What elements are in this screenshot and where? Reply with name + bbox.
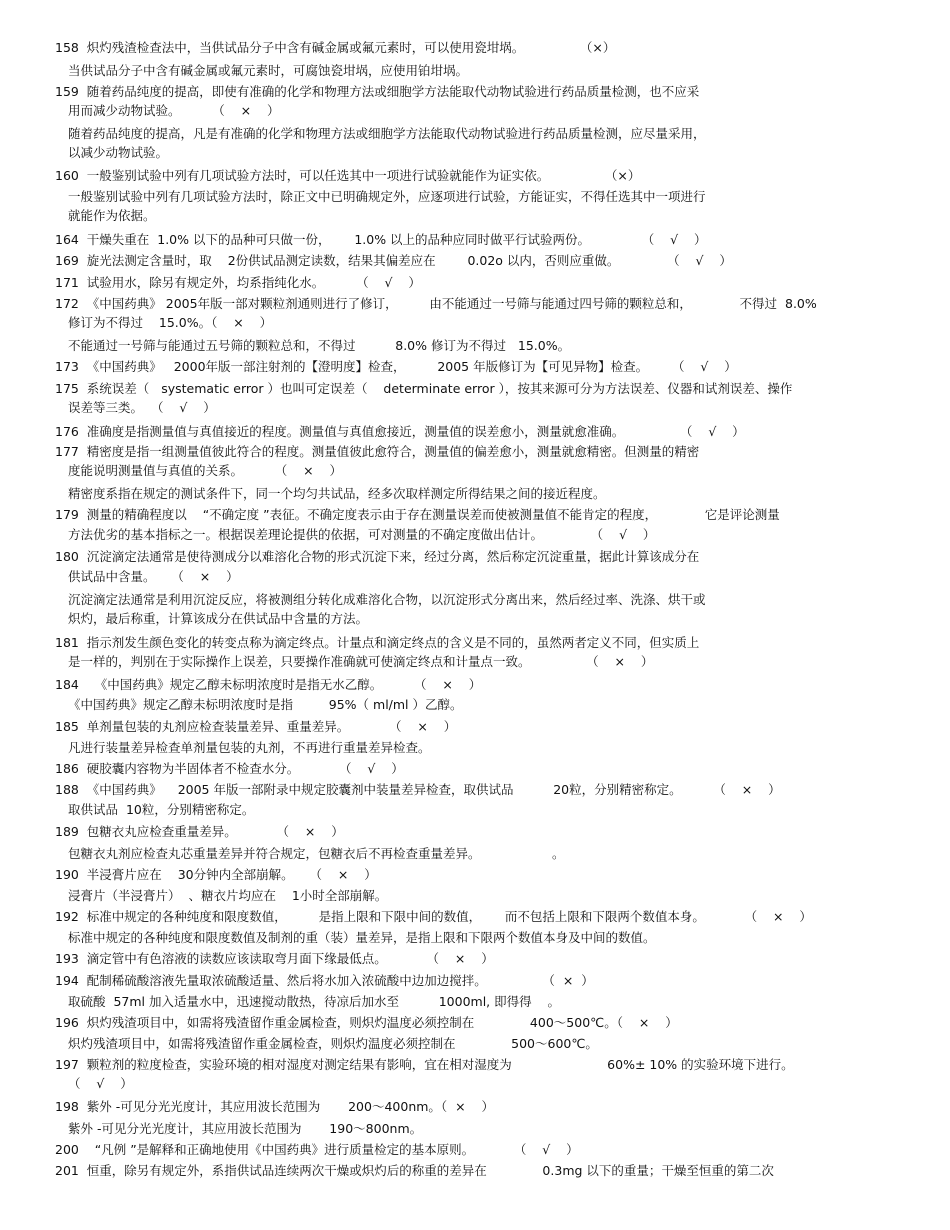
item-196: 196 炽灼残渣项目中，如需将残渣留作重金属检查，则炽灼温度必须控制在 400～500℃。（ × ） <box>55 1015 678 1030</box>
item-194-correction: 取硫酸 57ml 加入适量水中，迅速搅动散热，待凉后加水至 1000ml, 即得得 。 <box>68 994 561 1009</box>
item-189: 189 包糖衣丸应检查重量差异。 （ × ） <box>55 824 344 839</box>
item-180-cont: 供试品中含量。 （ × ） <box>68 569 239 584</box>
item-180: 180 沉淀滴定法通常是使待测成分以难溶化合物的形式沉淀下来，经过分离，然后称定沉淀重量，据此计算该成分在 <box>55 549 700 564</box>
item-192-correction: 标准中规定的各种纯度和限度数值及制剂的重（装）量差异，是指上限和下限两个数值本身及中间的数值。 <box>68 930 656 945</box>
item-190: 190 半浸膏片应在 30分钟内全部崩解。 （ × ） <box>55 867 377 882</box>
item-181-cont: 是一样的，判别在于实际操作上误差，只要操作准确就可使滴定终点和计量点一致。 （ × ） <box>68 654 654 669</box>
item-180-correction-cont: 炽灼，最后称重，计算该成分在供试品中含量的方法。 <box>68 611 369 626</box>
item-172-cont: 修订为不得过 15.0%。（ × ） <box>68 315 273 330</box>
item-198: 198 紫外 -可见分光光度计，其应用波长范围为 200～400nm。（ × ） <box>55 1099 494 1114</box>
item-158: 158 炽灼残渣检查法中，当供试品分子中含有碱金属或氟元素时，可以使用瓷坩埚。 （×） <box>55 40 616 55</box>
item-177: 177 精密度是指一组测量值彼此符合的程度。测量值彼此愈符合，测量值的偏差愈小，测量就愈精密。但测量的精密 <box>55 444 700 459</box>
item-169: 169 旋光法测定含量时，取 2份供试品测定读数，结果其偏差应在 0.02o 以内，否则应重做。 （ √ ） <box>55 253 732 268</box>
item-197-cont: （ √ ） <box>68 1076 133 1091</box>
item-175: 175 系统误差（ systematic error ）也叫可定误差（ determinate error ），按其来源可分为方法误差、仪器和试剂误差、操作 <box>55 381 793 396</box>
item-159: 159 随着药品纯度的提高，即使有准确的化学和物理方法或细胞学方法能取代动物试验进行药品质量检测，也不应采 <box>55 84 700 99</box>
item-193: 193 滴定管中有色溶液的读数应该读取弯月面下缘最低点。 （ × ） <box>55 951 494 966</box>
item-177-correction: 精密度系指在规定的测试条件下，同一个均匀共试品，经多次取样测定所得结果之间的接近程度。 <box>68 486 606 501</box>
item-172-correction: 不能通过一号筛与能通过五号筛的颗粒总和，不得过 8.0% 修订为不得过 15.0%。 <box>68 338 571 353</box>
item-160-correction: 一般鉴别试验中列有几项试验方法时，除正文中已明确规定外，应逐项进行试验，方能证实，不得任选其中一项进行 <box>68 189 706 204</box>
item-180-correction: 沉淀滴定法通常是利用沉淀反应，将被测组分转化成难溶化合物，以沉淀形式分离出来，然后经过率、洗涤、烘干或 <box>68 592 706 607</box>
item-159-correction: 随着药品纯度的提高，凡是有准确的化学和物理方法或细胞学方法能取代动物试验进行药品质量检测，应尽量采用， <box>68 126 706 141</box>
item-160: 160 一般鉴别试验中列有几项试验方法时，可以任选其中一项进行试验就能作为证实依。 （×） <box>55 168 641 183</box>
item-177-cont: 度能说明测量值与真值的关系。 （ × ） <box>68 463 343 478</box>
item-198-correction: 紫外 -可见分光光度计，其应用波长范围为 190～800nm。 <box>68 1121 423 1136</box>
item-188: 188 《中国药典》 2005 年版一部附录中规定胶囊剂中装量差异检查，取供试品 20粒，分别精密称定。 （ × ） <box>55 782 781 797</box>
item-185: 185 单剂量包装的丸剂应检查装量差异、重量差异。 （ × ） <box>55 719 457 734</box>
item-179: 179 测量的精确程度以 “不确定度 ”表征。不确定度表示由于存在测量误差而使被测量值不能肯定的程度， 它是评论测量 <box>55 507 780 522</box>
item-158-correction: 当供试品分子中含有碱金属或氟元素时，可腐蚀瓷坩埚，应使用铂坩埚。 <box>68 63 469 78</box>
item-196-correction: 炽灼残渣项目中，如需将残渣留作重金属检查，则炽灼温度必须控制在 500～600℃。 <box>68 1036 598 1051</box>
item-197: 197 颗粒剂的粒度检查，实验环境的相对湿度对测定结果有影响，宜在相对湿度为 60%± 10% 的实验环境下进行。 <box>55 1057 794 1072</box>
item-194: 194 配制稀硫酸溶液先量取浓硫酸适量、然后将水加入浓硫酸中边加边搅拌。 （ × ） <box>55 973 594 988</box>
item-186: 186 硬胶囊内容物为半固体者不检查水分。 （ √ ） <box>55 761 404 776</box>
item-181: 181 指示剂发生颜色变化的转变点称为滴定终点。计量点和滴定终点的含义是不同的，虽然两者定义不同，但实质上 <box>55 635 700 650</box>
item-159-correction-cont: 以减少动物试验。 <box>68 145 169 160</box>
item-160-correction-cont: 就能作为依据。 <box>68 208 156 223</box>
item-171: 171 试验用水，除另有规定外，均系指纯化水。 （ √ ） <box>55 275 421 290</box>
item-189-correction: 包糖衣丸剂应检查丸芯重量差异并符合规定，包糖衣后不再检查重量差异。 。 <box>68 846 565 861</box>
item-172: 172 《中国药典》 2005年版一部对颗粒剂通则进行了修订， 由不能通过一号筛与能通过四号筛的颗粒总和， 不得过 8.0% <box>55 296 817 311</box>
item-184: 184 《中国药典》规定乙醇未标明浓度时是指无水乙醇。 （ × ） <box>55 677 482 692</box>
item-188-correction: 取供试品 10粒，分别精密称定。 <box>68 802 255 817</box>
item-201: 201 恒重，除另有规定外，系指供试品连续两次干燥或炽灼后的称重的差异在 0.3mg 以下的重量；干燥至恒重的第二次 <box>55 1163 774 1178</box>
item-159-cont: 用而减少动物试验。 （ × ） <box>68 103 280 118</box>
item-192: 192 标准中规定的各种纯度和限度数值， 是指上限和下限中间的数值， 而不包括上限和下限两个数值本身。 （ × ） <box>55 909 812 924</box>
item-164: 164 干燥失重在 1.0% 以下的品种可只做一份， 1.0% 以上的品种应同时做平行试验两份。 （ √ ） <box>55 232 707 247</box>
item-190-correction: 浸膏片（半浸膏片） 、糖衣片均应在 1小时全部崩解。 <box>68 888 388 903</box>
item-173: 173 《中国药典》 2000年版一部注射剂的【澄明度】检查， 2005 年版修订为【可见异物】检查。 （ √ ） <box>55 359 737 374</box>
item-185-correction: 凡进行装量差异检查单剂量包装的丸剂，不再进行重量差异检查。 <box>68 740 431 755</box>
item-176: 176 准确度是指测量值与真值接近的程度。测量值与真值愈接近，测量值的误差愈小，测量就愈准确。 （ √ ） <box>55 424 745 439</box>
item-179-cont: 方法优劣的基本指标之一。根据误差理论提供的依据，可对测量的不确定度做出估计。 （ √ ） <box>68 527 656 542</box>
item-184-correction: 《中国药典》规定乙醇未标明浓度时是指 95%（ ml/ml ）乙醇。 <box>68 697 463 712</box>
item-175-cont: 误差等三类。 （ √ ） <box>68 400 216 415</box>
item-200: 200 “凡例 ”是解释和正确地使用《中国药典》进行质量检定的基本原则。 （ √ ） <box>55 1142 579 1157</box>
